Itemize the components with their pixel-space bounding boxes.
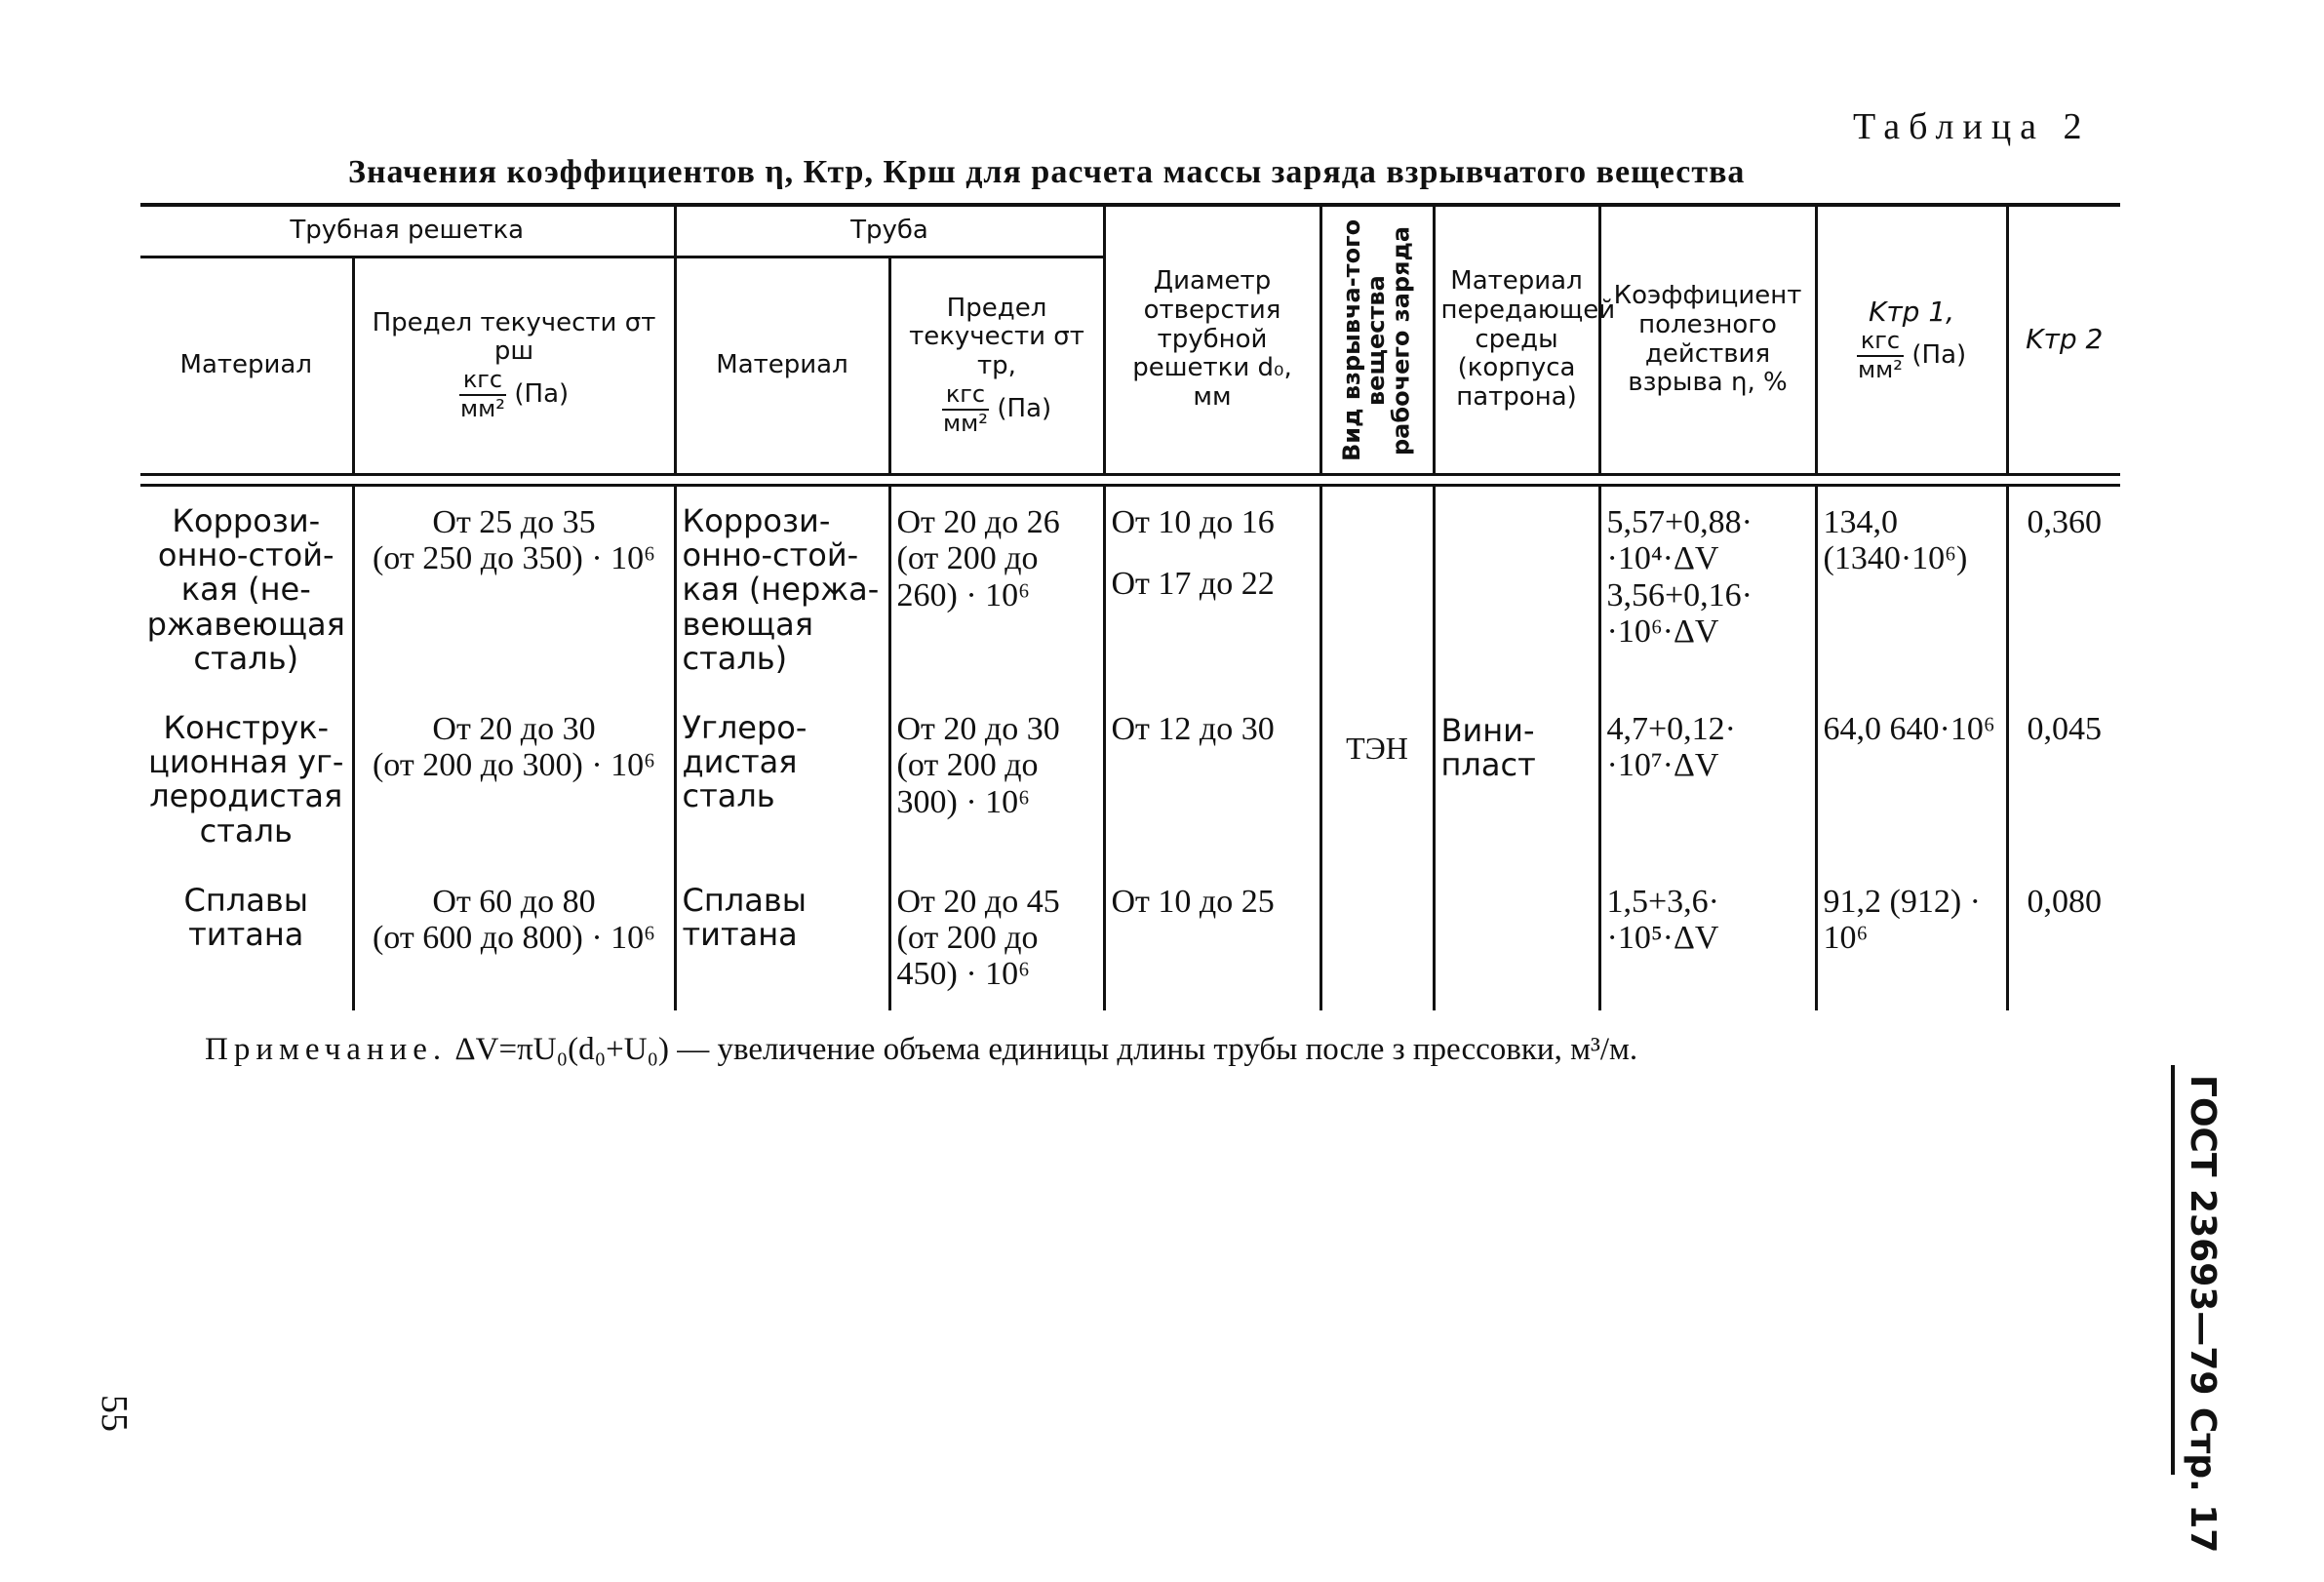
diameter-cell: От 10 до 25 [1104,866,1320,1010]
k1-cell: 91,2 (912) · 10⁶ [1816,866,2007,1010]
grid-yield-cell: От 60 до 80 (от 600 до 800) · 10⁶ [353,866,675,1010]
header-k1: Kтр 1, $\frac{\text{кгс}}{\text{мм²}}$ (Па) [1816,207,2007,475]
k2-cell: 0,080 [2007,866,2120,1010]
grid-yield-cell: От 20 до 30 (от 200 до 300) · 10⁶ [353,693,675,866]
header-pipe-yield: Предел текучести σт тр, $\frac{\text{кгс}}{\text{мм²}}$ (Па) [889,257,1104,475]
efficiency-cell: 1,5+3,6· ·10⁵·ΔV [1599,866,1816,1010]
diameter-cell: От 12 до 30 [1104,693,1320,866]
efficiency-cell: 4,7+0,12· ·10⁷·ΔV [1599,693,1816,866]
page-number: 55 [94,1395,135,1432]
table-row [140,486,2120,693]
standard-side-text: ГОСТ 23693—79 Стр. 17 [2183,1075,2223,1554]
header-charge-type: Вид взрывча-того вещества рабочего заряда [1320,207,1434,475]
header-medium: Материал передающей среды (корпуса патрона) [1434,207,1599,475]
grid-material-cell: Сплавы титана [140,866,353,1010]
standard-side-label [2171,1065,2233,1554]
table-caption: Значения коэффициентов η, Ктр, Крш для расчета массы заряда взрывчатого вещества [348,154,1746,190]
diameter-cell: От 10 до 16 От 17 до 22 [1104,486,1320,693]
header-grid-yield: Предел текучести σт рш $\frac{\text{кгс}}{\text{мм²}}$ (Па) [353,257,675,475]
grid-material-cell: Конструк-ционная уг-леродистая сталь [140,693,353,866]
table-note [205,1032,1637,1068]
pipe-material-cell: Коррози-онно-стой-кая (нержа-веющая сталь) [675,486,889,693]
medium-cell: Вини-пласт [1434,486,1599,1010]
header-diameter: Диаметр отверстия трубной решетки d₀, мм [1104,207,1320,475]
grid-yield-cell: От 25 до 35 (от 250 до 350) · 10⁶ [353,486,675,693]
pipe-yield-cell: От 20 до 26 (от 200 до 260) · 10⁶ [889,486,1104,693]
table-label: Таблица 2 [1853,106,2091,147]
table-row [140,693,2120,866]
k2-cell: 0,045 [2007,693,2120,866]
note-label: Примечание. [205,1032,448,1067]
k2-cell: 0,360 [2007,486,2120,693]
header-k2: Kтр 2 [2007,207,2120,475]
header-pipe-material: Материал [675,257,889,475]
header-grid-material: Материал [140,257,353,475]
pipe-yield-cell: От 20 до 30 (от 200 до 300) · 10⁶ [889,693,1104,866]
grid-material-cell: Коррози-онно-стой-кая (не-ржавеющая сталь) [140,486,353,693]
k1-cell: 134,0 (1340·10⁶) [1816,486,2007,693]
pipe-material-cell: Углеро-дистая сталь [675,693,889,866]
header-efficiency: Коэффициент полезного действия взрыва η, % [1599,207,1816,475]
header-group-pipe: Труба [675,207,1104,257]
header-group-grid: Трубная решетка [140,207,675,257]
efficiency-cell: 5,57+0,88· ·10⁴·ΔV 3,56+0,16· ·10⁶·ΔV [1599,486,1816,693]
note-text: ΔV=πU₀(d₀+U₀) — увеличение объема единицы длины трубы после з прессовки, м³/м. [454,1032,1638,1067]
charge-type-cell: ТЭН [1320,486,1434,1010]
k1-cell: 64,0 640·10⁶ [1816,693,2007,866]
pipe-yield-cell: От 20 до 45 (от 200 до 450) · 10⁶ [889,866,1104,1010]
coefficients-table [140,203,2120,1010]
pipe-material-cell: Сплавы титана [675,866,889,1010]
table-row [140,866,2120,1010]
